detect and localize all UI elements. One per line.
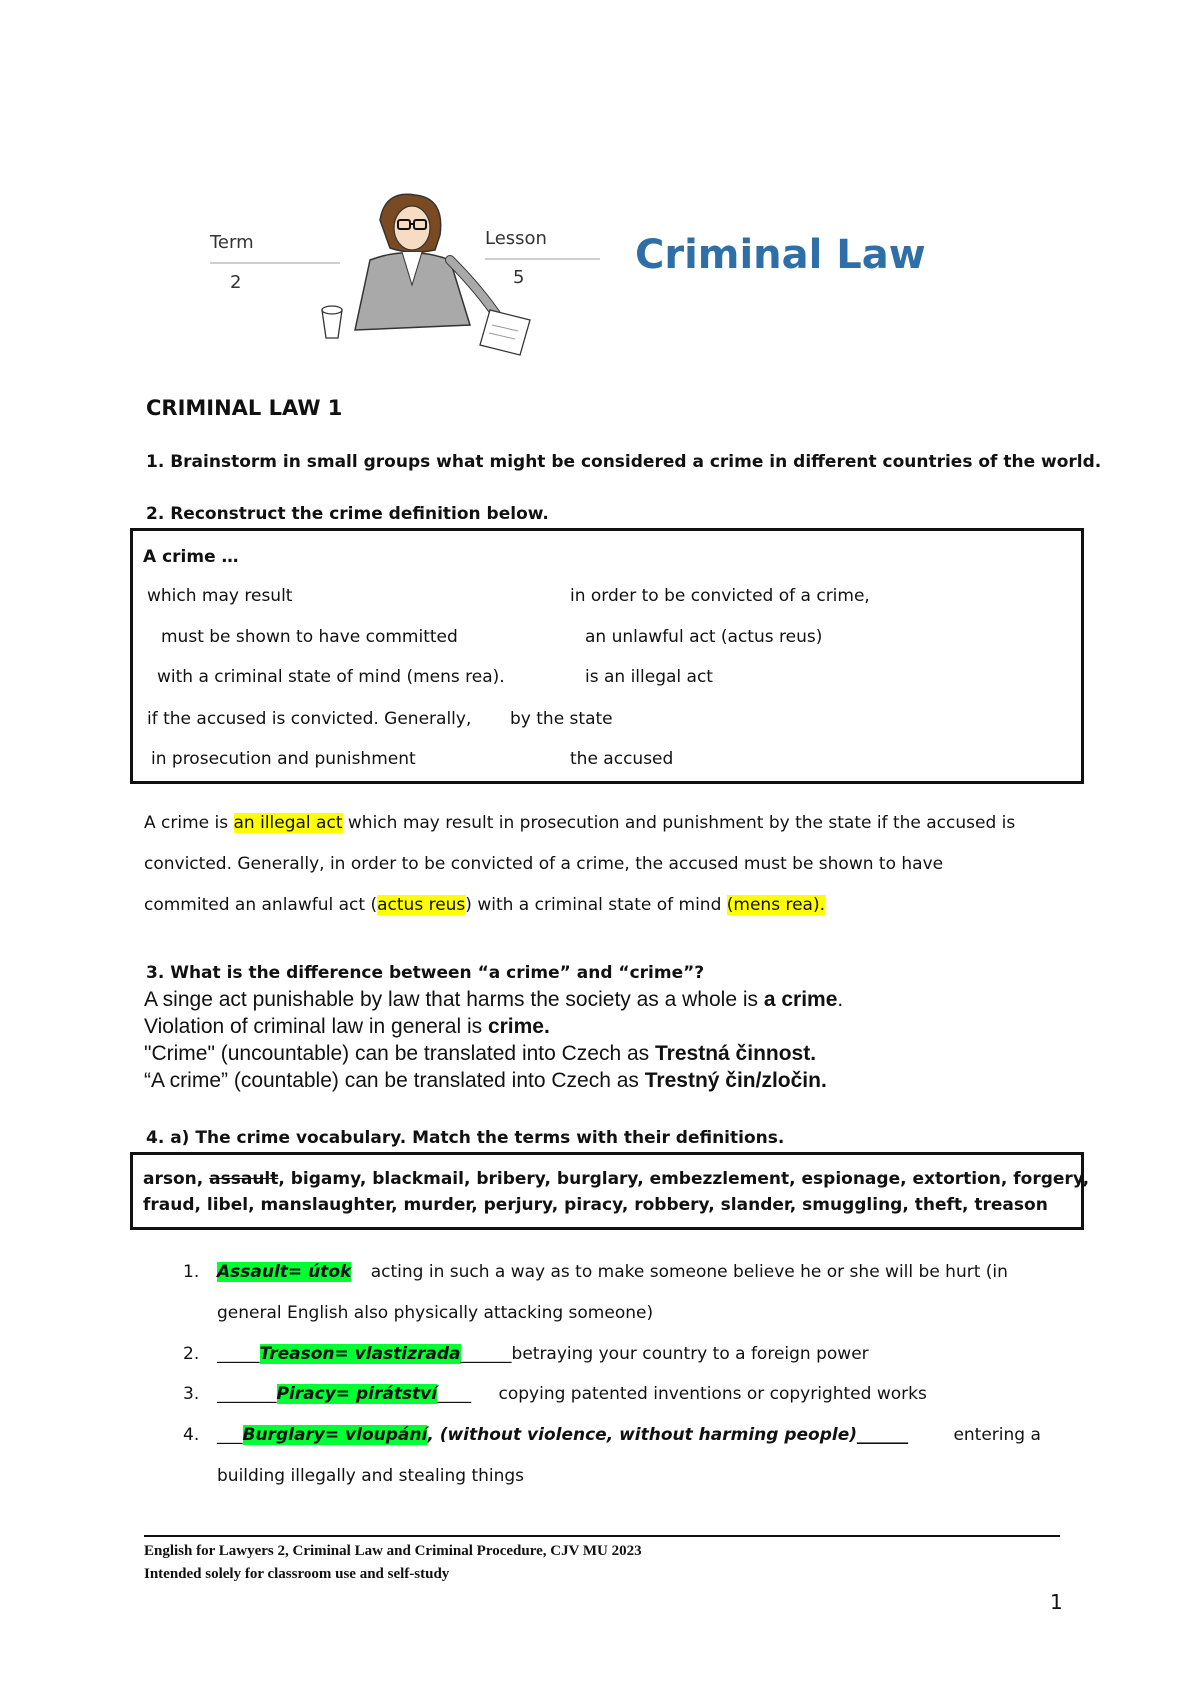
footer-line: English for Lawyers 2, Criminal Law and Criminal Procedure, CJV MU 2023 [144,1543,642,1559]
fragment: an unlawful act (actus reus) [585,627,823,647]
fragment: must be shown to have committed [161,627,458,647]
bold-term: Trestná činnost. [655,1042,817,1065]
question-3: 3. What is the difference between “a crime” and “crime”? [146,963,705,983]
fragment: is an illegal act [585,667,713,687]
bold-term: crime. [487,1015,550,1038]
text: _______ [217,1384,277,1404]
list-item [217,1384,927,1404]
text: "Crime" (uncountable) can be translated into Czech as [144,1042,656,1065]
highlight: (mens rea). [726,895,825,915]
text: ___ [217,1425,243,1445]
answer-line [144,1015,550,1039]
vocab-line: fraud, libel, manslaughter, murder, perjury, piracy, robbery, slander, smuggling, theft, treason [143,1195,1048,1215]
text: commited an anlawful act ( [144,895,378,915]
answer-line: convicted. Generally, in order to be convicted of a crime, the accused must be shown to have [144,854,944,874]
list-item [217,1425,1041,1445]
text: ____ [437,1384,472,1404]
footer-rule [144,1535,1060,1537]
text: A crime is [144,813,234,833]
highlight: Treason= vlastizrada [259,1344,461,1364]
vocab-line [143,1169,1089,1189]
answer-line [144,1069,827,1093]
text: entering a [953,1425,1041,1445]
text: . [837,988,844,1011]
highlight: Assault= útok [217,1262,352,1282]
question-1: 1. Brainstorm in small groups what might be considered a crime in different countries of the world. [146,452,1102,472]
list-item-continuation: building illegally and stealing things [217,1466,525,1486]
answer-line [144,1042,816,1066]
item-number: 4. [183,1425,200,1445]
footer-line: Intended solely for classroom use and self-study [144,1566,450,1582]
answer-line [144,895,825,915]
lesson-value: 5 [513,267,525,288]
text: , bigamy, blackmail, bribery, burglary, embezzlement, espionage, extortion, forgery, [278,1169,1090,1189]
list-item-continuation: general English also physically attacking someone) [217,1303,654,1323]
vocabulary-box [130,1152,1090,1230]
text: which may result in prosecution and punishment by the state if the accused is [342,813,1016,833]
question-4: 4. a) The crime vocabulary. Match the terms with their definitions. [146,1128,785,1148]
item-number: 1. [183,1262,200,1282]
highlight: Burglary= vloupání [242,1425,428,1445]
text: , (without violence, without harming people)______ [427,1425,909,1445]
page-number: 1 [1050,1590,1063,1614]
bold-term: Trestný čin/zločin. [644,1069,827,1092]
text: ______betraying your country to a foreign power [460,1344,869,1364]
fragment: by the state [510,709,613,729]
highlight: an illegal act [233,813,343,833]
text: acting in such a way as to make someone believe he or she will be hurt (in [370,1262,1008,1282]
fragment: in order to be convicted of a crime, [570,586,870,606]
answer-line [144,813,1015,833]
term-label: Term [210,232,254,253]
text: “A crime” (countable) can be translated into Czech as [144,1069,645,1092]
fragment: with a criminal state of mind (mens rea). [157,667,505,687]
text: A singe act punishable by law that harms the society as a whole is [144,988,764,1011]
fragment: which may result [147,586,293,606]
text: Violation of criminal law in general is [144,1015,488,1038]
text: _____ [217,1344,260,1364]
section-heading: CRIMINAL LAW 1 [146,396,343,420]
header-banner [140,170,1040,400]
item-number: 3. [183,1384,200,1404]
bold-term: a crime [763,988,838,1011]
term-value: 2 [230,272,242,293]
definition-box [130,528,1084,784]
lesson-divider [485,258,600,260]
box-head: A crime … [143,547,239,567]
highlight: actus reus [377,895,466,915]
answer-line [144,988,843,1012]
list-item [217,1344,869,1364]
fragment: the accused [570,749,674,769]
highlight: Piracy= pirátství [276,1384,438,1404]
page-title: Criminal Law [635,232,926,278]
item-number: 2. [183,1344,200,1364]
question-2: 2. Reconstruct the crime definition below. [146,504,549,524]
fragment: in prosecution and punishment [151,749,416,769]
lesson-label: Lesson [485,228,547,249]
text: arson, [143,1169,210,1189]
fragment: if the accused is convicted. Generally, [147,709,472,729]
lawyer-illustration [310,190,570,360]
list-item [217,1262,1008,1282]
struck-term: assault [209,1169,279,1189]
text: copying patented inventions or copyrighted works [498,1384,927,1404]
text: ) with a criminal state of mind [465,895,727,915]
